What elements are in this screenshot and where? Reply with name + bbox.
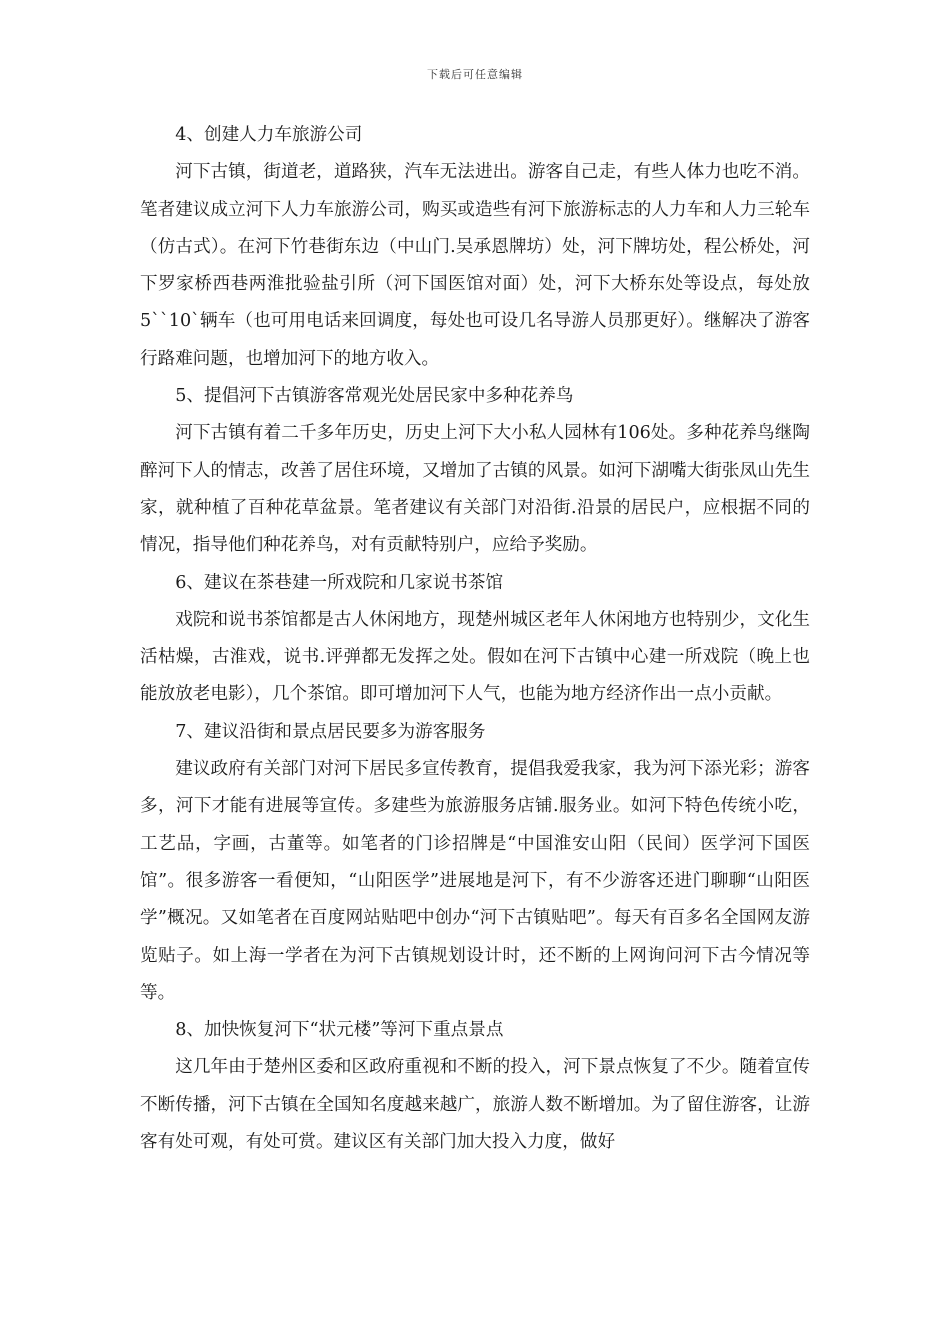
- section-paragraph: 这几年由于楚州区委和区政府重视和不断的投入，河下景点恢复了不少。随着宣传不断传播，河下古镇在全国知名度越来越广，旅游人数不断增加。为了留住游客，让游客有处可观，有处可赏。建议区有关部门加大投入力度，做好: [140, 1057, 810, 1153]
- section-heading: 4、创建人力车旅游公司: [175, 125, 363, 145]
- section-paragraph: 河下古镇有着二千多年历史，历史上河下大小私人园林有106处。多种花养鸟继陶醉河下人的情志，改善了居住环境，又增加了古镇的风景。如河下湖嘴大街张凤山先生家，就种植了百种花草盆景。笔者建议有关部门对沿街.沿景的居民户，应根据不同的情况，指导他们种花养鸟，对有贡献特别户，应给予奖励。: [140, 423, 810, 556]
- section-heading: 8、加快恢复河下“状元楼”等河下重点景点: [175, 1020, 504, 1041]
- section-heading: 7、建议沿街和景点居民要多为游客服务: [175, 721, 486, 742]
- page-header: 下载后可任意编辑: [427, 68, 523, 81]
- section-paragraph: 河下古镇，街道老，道路狭，汽车无法进出。游客自己走，有些人体力也吃不消。笔者建议成立河下人力车旅游公司，购买或造些有河下旅游标志的人力车和人力三轮车（仿古式）。在河下竹巷街东边（中山门.吴承恩牌坊）处，河下牌坊处，程公桥处，河下罗家桥西巷两淮批验盐引所（河下国医馆对面）处，河下大桥东处等设点，每处放5``10`辆车（也可用电话来回调度，每处也可设几名导游人员那更好）。继解决了游客行路难问题，也增加河下的地方收入。: [140, 162, 810, 369]
- document-body: [140, 117, 810, 1161]
- section-heading: 6、建议在茶巷建一所戏院和几家说书茶馆: [175, 572, 504, 593]
- section-heading: 5、提倡河下古镇游客常观光处居民家中多种花养鸟: [175, 386, 574, 407]
- section-paragraph: 建议政府有关部门对河下居民多宣传教育，提倡我爱我家，我为河下添光彩；游客多，河下才能有进展等宣传。多建些为旅游服务店铺.服务业。如河下特色传统小吃，工艺品，字画，古董等。如笔者的门诊招牌是“中国淮安山阳（民间）医学河下国医馆”。很多游客一看便知，“山阳医学”进展地是河下，有不少游客还进门聊聊“山阳医学”概况。又如笔者在百度网站贴吧中创办“河下古镇贴吧”。每天有百多名全国网友游览贴子。如上海一学者在为河下古镇规划设计时，还不断的上网询问河下古今情况等等。: [140, 759, 810, 1003]
- section-paragraph: 戏院和说书茶馆都是古人休闲地方，现楚州城区老年人休闲地方也特别少，文化生活枯燥，古淮戏，说书.评弹都无发挥之处。假如在河下古镇中心建一所戏院（晚上也能放放老电影），几个茶馆。即可增加河下人气，也能为地方经济作出一点小贡献。: [140, 609, 810, 705]
